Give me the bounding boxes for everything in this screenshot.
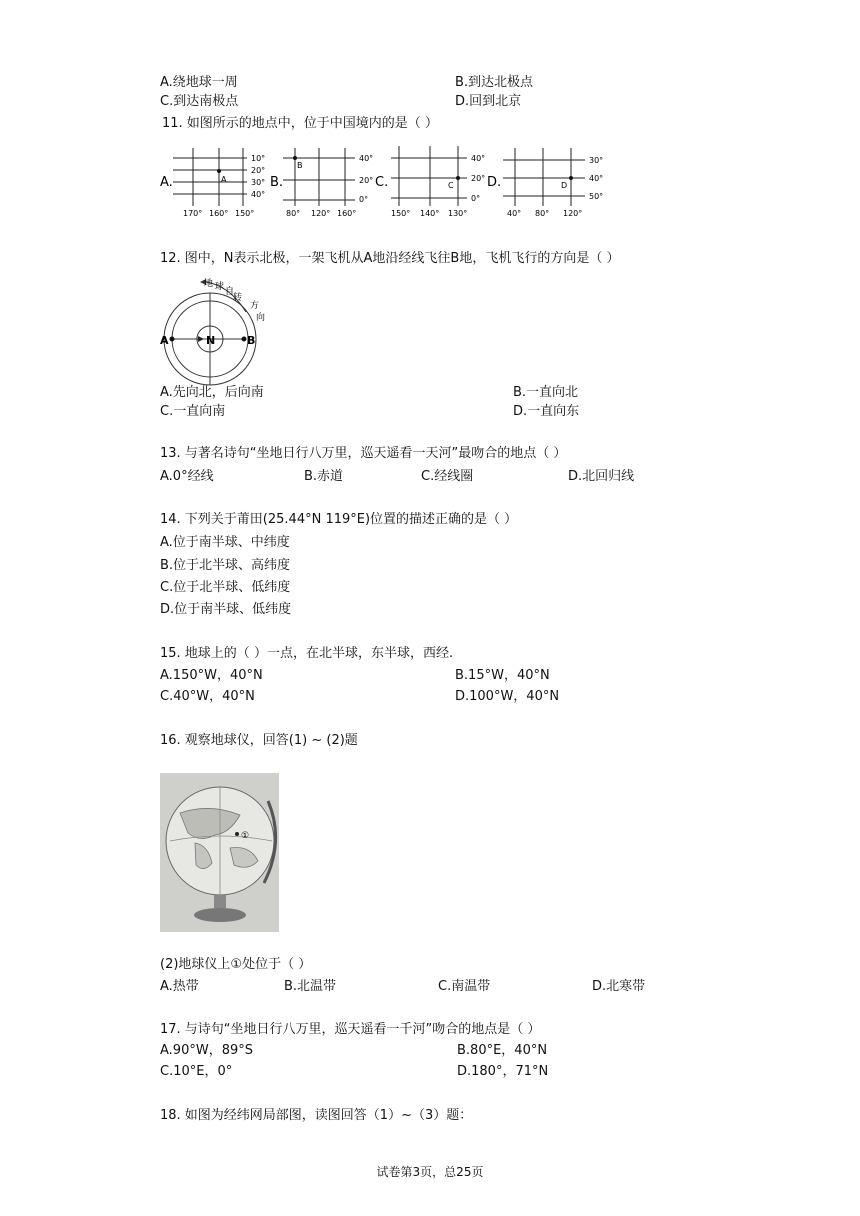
svg-text:30°: 30°: [589, 156, 604, 165]
svg-text:40°: 40°: [251, 190, 266, 199]
q10-option-c: C.到达南极点: [160, 94, 239, 109]
fig-c-point: C: [448, 181, 454, 190]
q17-option-c: C.10°E，0°: [160, 1064, 233, 1079]
svg-text:20°: 20°: [359, 176, 374, 185]
q17-option-d: D.180°，71°N: [457, 1064, 549, 1079]
q12-figure: [158, 272, 273, 387]
q15-option-c: C.40°W，40°N: [160, 689, 255, 704]
q16-sub-question: (2)地球仪上①处位于（ ）: [160, 957, 312, 972]
q10-option-b: B.到达北极点: [455, 75, 534, 90]
svg-text:80°: 80°: [535, 209, 550, 218]
svg-text:自: 自: [225, 287, 235, 297]
q13-option-b: B.赤道: [304, 469, 344, 484]
svg-text:地: 地: [204, 279, 214, 289]
svg-text:30°: 30°: [251, 178, 266, 187]
q12-option-b: B.一直向北: [513, 385, 579, 400]
q14-option-c: C.位于北半球、低纬度: [160, 580, 291, 595]
svg-text:0°: 0°: [471, 194, 481, 203]
q12-stem: 12. 图中，N表示北极，一架飞机从A地沿经线飞往B地，飞机飞行的方向是（ ）: [160, 251, 620, 266]
q16-option-a: A.热带: [160, 979, 199, 994]
svg-text:转: 转: [233, 293, 243, 303]
q14-option-d: D.位于南半球、低纬度: [160, 602, 292, 617]
q15-option-a: A.150°W，40°N: [160, 668, 263, 683]
svg-text:40°: 40°: [471, 154, 486, 163]
q16-stem: 16. 观察地球仪，回答(1) ~ (2)题: [160, 733, 358, 748]
q12-option-d: D.一直向东: [513, 404, 580, 419]
q17-option-a: A.90°W，89°S: [160, 1043, 253, 1058]
fig-a-point: A: [221, 175, 227, 184]
q12-option-c: C.一直向南: [160, 404, 226, 419]
svg-text:10°: 10°: [251, 154, 266, 163]
q15-option-b: B.15°W，40°N: [455, 668, 550, 683]
fig12-a: A: [160, 334, 169, 347]
svg-text:150°: 150°: [391, 209, 411, 218]
q13-option-a: A.0°经线: [160, 469, 214, 484]
svg-text:50°: 50°: [589, 192, 604, 201]
q11-stem: 11. 如图所示的地点中，位于中国境内的是（ ）: [162, 116, 438, 131]
q10-option-a: A.绕地球一周: [160, 75, 238, 90]
svg-text:20°: 20°: [251, 166, 266, 175]
q10-option-d: D.回到北京: [455, 94, 522, 109]
q15-option-d: D.100°W，40°N: [455, 689, 560, 704]
fig-a-label: A.: [160, 175, 173, 190]
svg-text:130°: 130°: [448, 209, 468, 218]
svg-text:40°: 40°: [359, 154, 374, 163]
svg-text:170°: 170°: [183, 209, 203, 218]
q17-stem: 17. 与诗句“坐地日行八万里，巡天遥看一千河”吻合的地点是（ ）: [160, 1022, 541, 1037]
svg-text:向: 向: [256, 313, 266, 323]
globe-mark: ①: [241, 831, 250, 841]
grid-a: [173, 148, 247, 206]
svg-text:80°: 80°: [286, 209, 301, 218]
q16-option-d: D.北寒带: [592, 979, 646, 994]
svg-text:40°: 40°: [507, 209, 522, 218]
q17-option-b: B.80°E，40°N: [457, 1043, 548, 1058]
q14-option-b: B.位于北半球、高纬度: [160, 558, 291, 573]
grid-c: [391, 146, 467, 206]
globe-photo: [160, 773, 279, 932]
fig-d-label: D.: [487, 175, 502, 190]
fig-b-label: B.: [270, 175, 284, 190]
svg-text:40°: 40°: [589, 174, 604, 183]
q16-option-c: C.南温带: [438, 979, 491, 994]
q15-stem: 15. 地球上的（ ）一点，在北半球，东半球，西经.: [160, 646, 454, 661]
svg-text:120°: 120°: [563, 209, 583, 218]
q16-option-b: B.北温带: [284, 979, 337, 994]
fig12-b: B: [247, 334, 256, 347]
q14-option-a: A.位于南半球、中纬度: [160, 535, 290, 550]
q12-option-a: A.先向北，后向南: [160, 385, 264, 400]
svg-text:140°: 140°: [420, 209, 440, 218]
q14-stem: 14. 下列关于莆田(25.44°N 119°E)位置的描述正确的是（ ）: [160, 512, 518, 527]
svg-text:方: 方: [250, 301, 260, 311]
fig12-n: N: [206, 334, 216, 347]
q11-figure: [155, 140, 615, 220]
svg-text:球: 球: [215, 282, 225, 292]
q18-stem: 18. 如图为经纬网局部图，读图回答（1）~（3）题：: [160, 1108, 473, 1123]
q13-option-d: D.北回归线: [568, 469, 635, 484]
fig-c-label: C.: [375, 175, 389, 190]
page-footer: 试卷第3页，总25页: [376, 1165, 484, 1179]
fig-d-point: D: [561, 181, 568, 190]
fig-b-point: B: [297, 161, 303, 170]
svg-text:20°: 20°: [471, 174, 486, 183]
svg-text:160°: 160°: [337, 209, 357, 218]
svg-text:150°: 150°: [235, 209, 255, 218]
svg-text:160°: 160°: [209, 209, 229, 218]
q13-option-c: C.经线圈: [421, 469, 474, 484]
svg-text:120°: 120°: [311, 209, 331, 218]
q13-stem: 13. 与著名诗句“坐地日行八万里，巡天遥看一天河”最吻合的地点（ ）: [160, 446, 567, 461]
svg-text:0°: 0°: [359, 195, 369, 204]
